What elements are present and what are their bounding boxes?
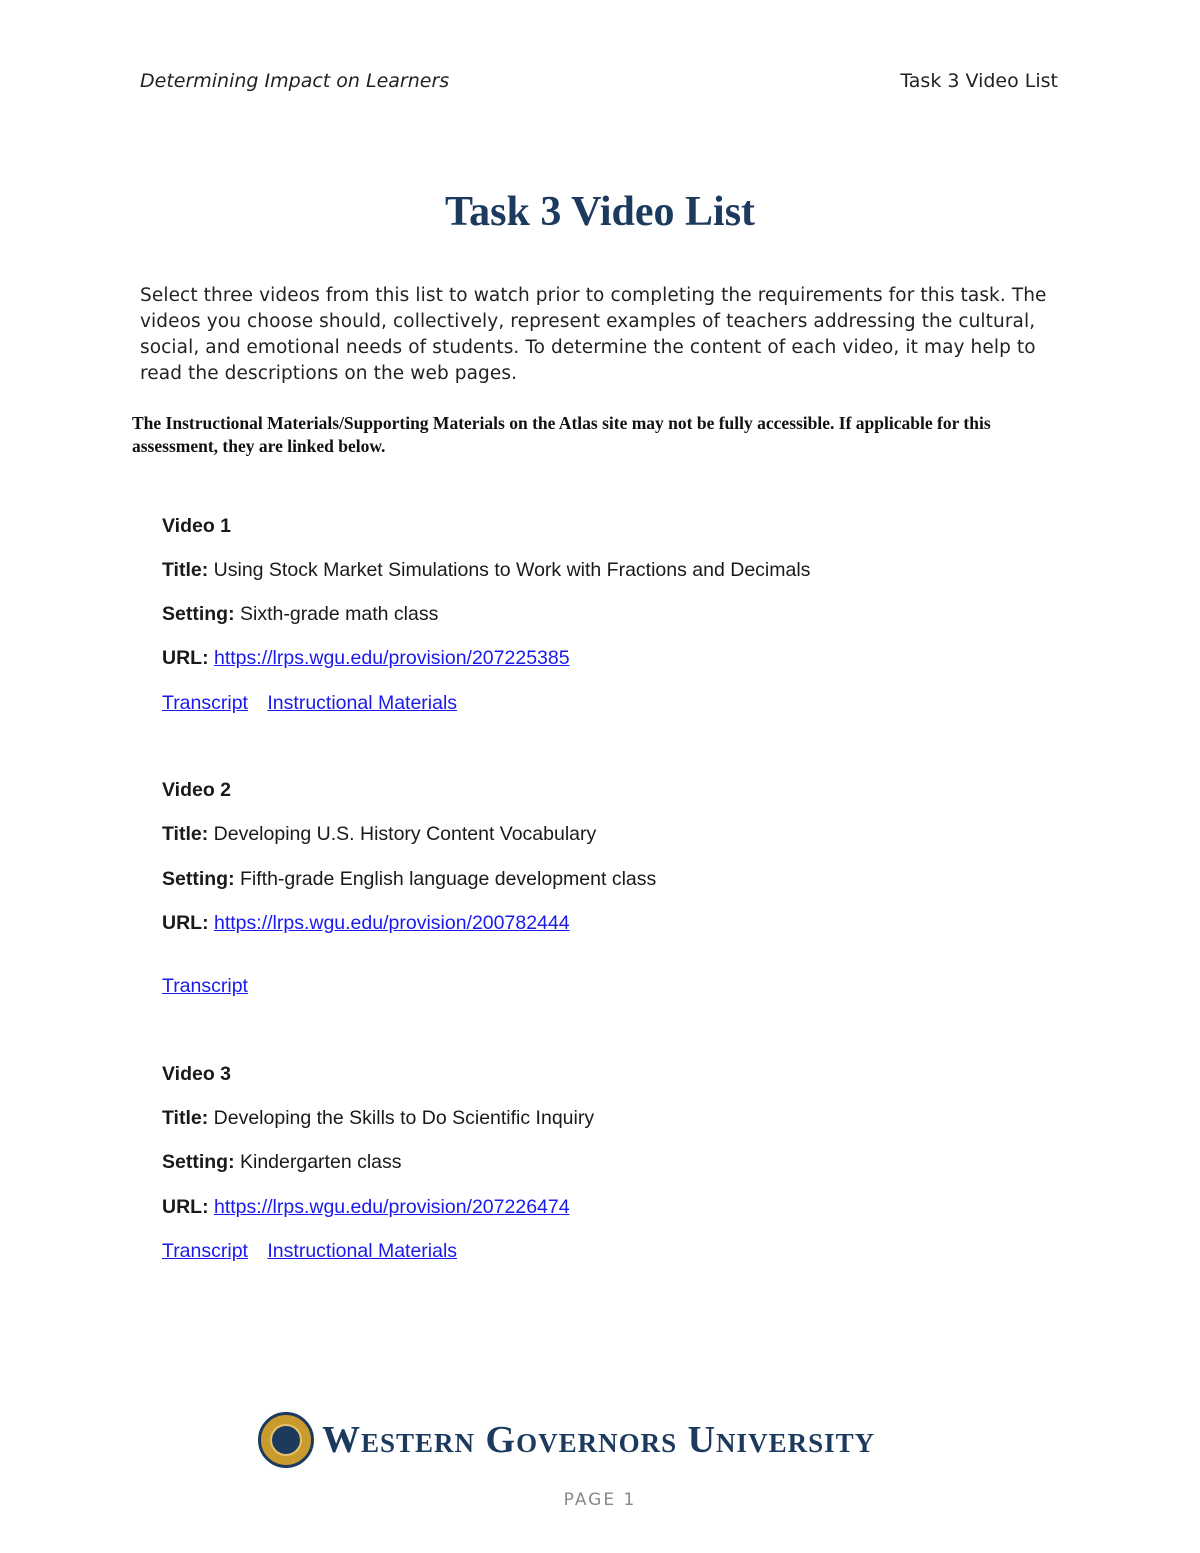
video-url-link[interactable]: https://lrps.wgu.edu/provision/207225385 <box>214 647 570 669</box>
university-seal-icon <box>258 1412 314 1468</box>
video-title: Developing U.S. History Content Vocabulary <box>213 823 597 845</box>
title-label: Title: <box>162 1107 209 1129</box>
page-number: PAGE 1 <box>563 1490 637 1510</box>
video-title-row <box>162 1107 594 1130</box>
video-title: Developing the Skills to Do Scientific Inquiry <box>213 1107 595 1129</box>
url-label: URL: <box>162 647 209 669</box>
video-url-row <box>162 912 570 935</box>
video-setting-row <box>162 868 656 891</box>
video-heading: Video 3 <box>162 1063 232 1085</box>
page-title: Task 3 Video List <box>444 189 756 235</box>
intro-paragraph: Select three videos from this list to watch prior to completing the requirements for this task. The videos you choose should, collectively, represent examples of teachers addressing the cultural, social, and emotional needs of students. To determine the content of each video, it may help to read the descriptions on the web pages. <box>140 285 1047 384</box>
transcript-link[interactable]: Transcript <box>162 692 248 714</box>
university-wordmark: Western Governors University <box>322 1419 876 1461</box>
resource-links <box>162 692 471 715</box>
url-label: URL: <box>162 912 209 934</box>
setting-label: Setting: <box>162 1151 235 1173</box>
video-heading: Video 1 <box>162 515 232 537</box>
video-setting: Sixth-grade math class <box>240 603 439 625</box>
video-url-row <box>162 1196 570 1219</box>
transcript-link[interactable]: Transcript <box>162 1240 248 1262</box>
video-setting-row <box>162 603 438 626</box>
video-title-row <box>162 823 596 846</box>
video-heading: Video 2 <box>162 779 232 801</box>
video-title-row <box>162 559 810 582</box>
setting-label: Setting: <box>162 603 235 625</box>
instructional-materials-link[interactable]: Instructional Materials <box>267 1240 458 1262</box>
video-title: Using Stock Market Simulations to Work with Fractions and Decimals <box>213 559 811 581</box>
university-logo <box>258 1412 918 1472</box>
video-setting-row <box>162 1151 402 1174</box>
instructional-materials-link[interactable]: Instructional Materials <box>267 692 458 714</box>
title-label: Title: <box>162 823 209 845</box>
url-label: URL: <box>162 1196 209 1218</box>
setting-label: Setting: <box>162 868 235 890</box>
video-setting: Fifth-grade English language development class <box>240 868 657 890</box>
accessibility-notice: The Instructional Materials/Supporting Materials on the Atlas site may not be fully accessible. If applicable for this assessment, they are linked below. <box>132 413 991 456</box>
resource-links <box>162 975 262 998</box>
video-url-link[interactable]: https://lrps.wgu.edu/provision/200782444 <box>214 912 570 934</box>
video-url-link[interactable]: https://lrps.wgu.edu/provision/207226474 <box>214 1196 570 1218</box>
running-header-left: Determining Impact on Learners <box>140 70 450 92</box>
resource-links <box>162 1240 471 1263</box>
video-setting: Kindergarten class <box>240 1151 402 1173</box>
video-url-row <box>162 647 570 670</box>
running-header-right: Task 3 Video List <box>900 70 1058 92</box>
title-label: Title: <box>162 559 209 581</box>
transcript-link[interactable]: Transcript <box>162 975 248 997</box>
